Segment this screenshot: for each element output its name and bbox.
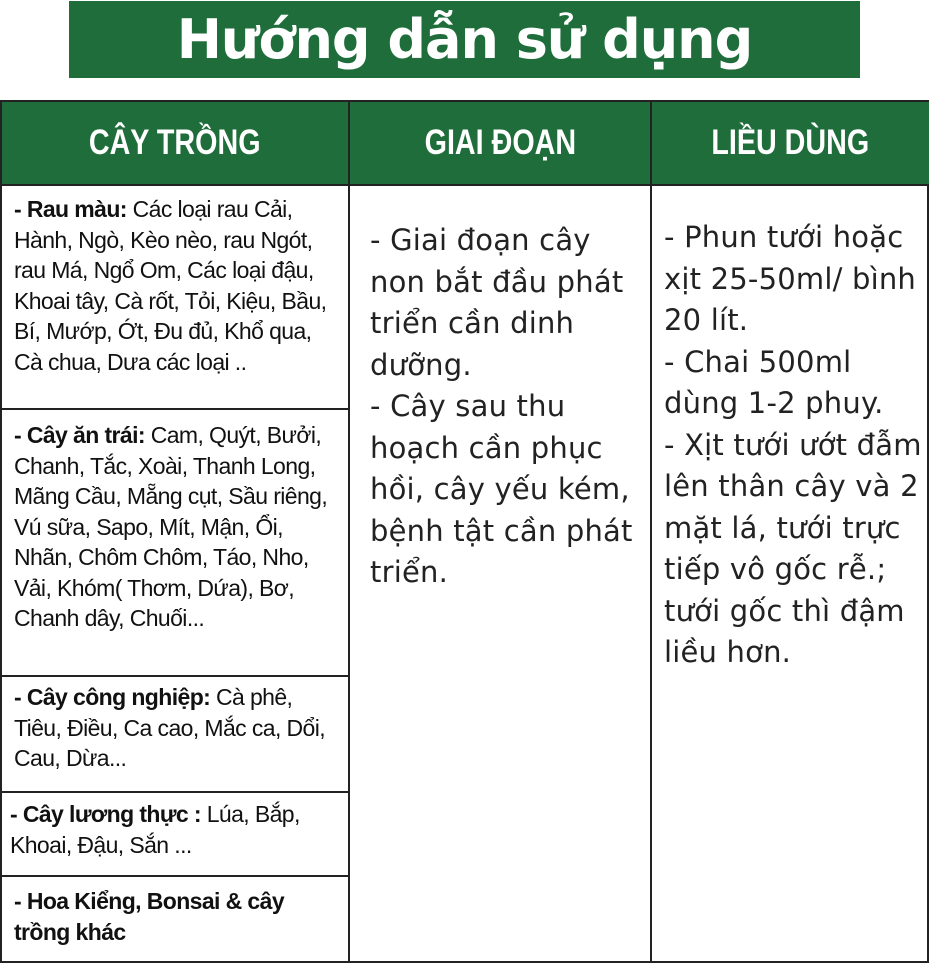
header-crop: CÂY TRỒNG — [2, 102, 348, 184]
stage-item: - Cây sau thu hoạch cần phục hồi, cây yếu kém, bệnh tật cần phát triển. — [370, 389, 633, 589]
dosage-item: - Chai 500ml dùng 1-2 phuy. — [664, 344, 884, 420]
column-divider — [348, 102, 350, 961]
page-title: Hướng dẫn sử dụng — [69, 1, 860, 78]
crop-cell-industrial: - Cây công nghiệp: Cà phê, Tiêu, Điều, Ca cao, Mắc ca, Dổi, Cau, Dừa... — [14, 684, 326, 771]
crop-cell-staple: - Cây lương thực : Lúa, Bắp, Khoai, Đậu, Sắn ... — [10, 801, 300, 858]
dosage-item: - Xịt tưới ướt đẫm lên thân cây và 2 mặt lá, tưới trực tiếp vô gốc rễ.; tưới gốc thì đậm liều hơn. — [664, 427, 922, 669]
crop-cell-fruit-trees: - Cây ăn trái: Cam, Quýt, Bưởi, Chanh, Tắc, Xoài, Thanh Long, Mãng Cầu, Mẵng cụt, Sầu riêng, Vú sữa, Sapo, Mít, Mận, Ổi, Nhãn, Chôm Chôm, Táo, Nho, Vải, Khóm( Thơm, Dứa), Bơ, Chanh dây, Chuối... — [14, 422, 328, 631]
header-stage: GIAI ĐOẠN — [350, 102, 650, 184]
crop-cell-vegetables: - Rau màu: Các loại rau Cải, Hành, Ngò, Kèo nèo, rau Ngót, rau Má, Ngổ Om, Các loại đậu, Khoai tây, Cà rốt, Tỏi, Kiệu, Bầu, Bí, Mướp, Ớt, Đu đủ, Khổ qua, Cà chua, Dưa các loại .. — [14, 196, 327, 375]
header-divider — [2, 184, 927, 186]
header-dosage: LIỀU DÙNG — [652, 102, 929, 184]
dosage-item: - Phun tưới hoặc xịt 25-50ml/ bình 20 lít. — [664, 220, 916, 337]
stage-column — [370, 220, 640, 594]
row-divider — [2, 875, 348, 877]
row-divider — [2, 791, 348, 793]
row-divider — [2, 675, 348, 677]
stage-item: - Giai đoạn cây non bắt đầu phát triển cần dinh dưỡng. — [370, 223, 624, 382]
column-divider — [650, 102, 652, 961]
row-divider — [2, 408, 348, 410]
crop-cell-ornamental: - Hoa Kiểng, Bonsai & cây trồng khác — [14, 888, 285, 945]
dosage-column — [664, 217, 926, 674]
usage-table — [0, 100, 929, 963]
